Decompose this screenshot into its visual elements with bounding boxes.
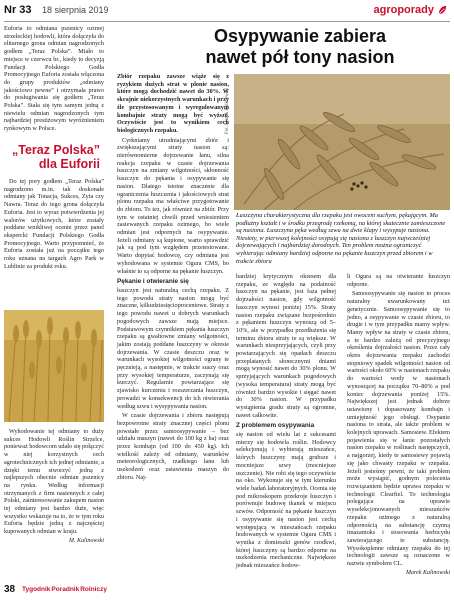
footer-brand-word3: Rolniczy [80, 586, 107, 593]
wheat-field-illustration [4, 310, 104, 422]
body-paragraph-3: W czasie dojrzewania i zbioru następują bezpowrotne straty znacznej części plonu powstałe przez samoosypywanie – bez udziału maszyn (nawet do 100 kg z ha) oraz przez kombajn (od 100 do 450 kg). Ich wielkość zależy od odmiany, warunków meteorologicznych, rzadkiego łanu lub uszkodzeń oraz ustawienia maszyn do zbioru. Naj- [117, 412, 229, 481]
header-divider [4, 21, 450, 22]
brand-logo-text: agroporady [373, 4, 434, 16]
right-signature: Marek Kalinowski [406, 569, 450, 576]
headline-line2: nawet pół tony nasion [205, 47, 395, 67]
issue-number: Nr 33 [4, 4, 32, 16]
intro-paragraph: Euforia to odmiana pszenicy ozimej strzeleckiej hodowli, która dołączyła do elitarnego grona odmian nagrodzonych godłem „Teraz Polska”. Miało to miejsce w czerwcu br., kiedy to decyzją Fundacji Polskiego Godła Promocyjnego Euforia została włączona do grupy produktów „odmiany jakościowo pewne” i otrzymała prawo do posługiwania się godłem „Teraz Polska”. Stała się tym samym jedną z niewielu odmian nagrodzonych tym najbardziej prestiżowym wyróżnieniem rynkowym w Polsce. [4, 25, 104, 133]
lead-paragraph: Zbiór rzepaku zawsze wiąże się z ryzykiem dużych strat w plonie nasion, które mogą dochodzić nawet do 30%. W skrajnie niekorzystnych warunkach i przy źle przystosowanym i wyregulowanym kombajnie straty mogą być wyższe. Oczywiście jest to wynikiem cech biologicznych rzepaku. [117, 73, 229, 134]
photo-caption: Łuszczyna charakterystyczna dla rzepaku jest owocem suchym, pękającym. Ma podłużny kształt i w środku przegrodę rzekomą, na której skutecznie zamieszczone są nasiona. Łuszczyna pęka według szwu na dwie klapy i wysypuje nasiona. Niestety, w pierwszej kolejności osypują się nasiona z łuszczyn najwcześniej dojrzewających i najbardziej dorodnych. Ten problem można ograniczyć wybierając odmiany bardziej odporne na pękanie łuszczyn przed zbiorem i w trakcie zbioru [236, 212, 446, 265]
page-header [4, 4, 450, 18]
leaf-icon [437, 5, 448, 16]
sidebar-body [4, 178, 104, 272]
headline-line1: Osypywanie zabiera [213, 26, 387, 46]
intro-text [4, 25, 104, 135]
rapeseed-pods-illustration [234, 74, 450, 210]
right-b-paragraph-2: Samoosypywanie się nasion to proces naturalny uwarunkowany też genetycznie. Samoosypywanie się to jedno, a osypywanie w czasie zbioru, to drugie i w tym przypadku mamy wpływ. Mamy wpływ na straty w czasie zbioru, a te bardzo zależą od precyzyjnego określenia dojrzałości nasion. Przez cały okres dojrzewania rzepaku zachodzi stopniowy spadek wilgotności nasion od wartości około 60% w nasionach rzepaku do wartości wody w nasionach wynoszącej na początku 70–80% a pod koniec dojrzewania poniżej 15%. Największej jest jednak dobrze ustawiony i dopasowany kombajn i umiejętność jego obsługi. Osypanie nasiona to strata, ale także problem w kolejnych uprawach. Samosiew. Efektem pojawienia się w łanie pozostałych nasion rzepaku w roślinach następczych, a najgorzej, kiedy te samosiewy pojawią się jako chwasty rzepaku w rzepaku. Jeżeli jesteśmy pewni, że taki problem może wystąpić, godnym polecenia rozwiązaniem będzie uprawa rzepaku w technologii Clearfiel. To technologia polegająca na uprawie wyselekcjonowanych mieszańców rzepaku ozimego z naturalną odpornością na substancję czynną imazamoks i stosowania herbicydu zawierającego te substancję. Wysokoplenne odmiany rzepaku do tej technologii zawsze są oznaczone w nazwie symbolem CL. [347, 290, 450, 568]
body-paragraph-1: Cyrkniamy utrudniającymi zbiór i zwiększającymi straty nasion są: nierównomierne dojrzewanie łanu, silna reakcja rzepaku w czasie dojrzewania łuszczyn na zmiany wilgotności, skłonność łuszczyn do pękania i osypywanie się nasion. Dlatego istotne znaczenie dla ograniczenia łuszczenia i jakościowych strat plonu rzepaku ma właściwe przygotowanie do zbioru. To tez, jak również na zbiór. Przy tym w ostatniej chwili przed wniesieniem zasiewanych rzepaku ozimego, bo wiele odmian jest odpornych na osypywanie. Jeżeli odmiany są kupione, warto sprawdzić jak są pod tym względem przetestowane. Warto dopytać hodowcę, czy odmiana jest wyhodowana w systemie Ogura CMS, bo właśnie to są odporne na pękanie łuszczyn. [117, 136, 229, 275]
sidebar-headline-line2: dla Euforii [38, 157, 100, 171]
right-column-a [236, 273, 336, 572]
subheading-shattering: Z problemem osypywania [236, 422, 315, 430]
subheading-cracking: Pękanie i otwieranie się [117, 278, 189, 286]
left-signature: M. Kalinowski [68, 537, 104, 544]
sidebar-headline [4, 143, 100, 171]
right-column-b [347, 273, 450, 577]
left-bottom-paragraph: Wyhodowanie tej odmiany to duży sukces Hodowli Roślin Strzelce, ponieważ hodowcom udało się połączyć w niej korzystnych cech agrotechnicznych ich jednej odmianie, a dzięki temu stworzyć jedną z najlepszych obecnie odmian pszenicy na rynku. Według informacji otrzymanych z firm nasiennych z całej Polski, zainteresowanie zakupem nasion tej odmiany jest bardzo duże, więc wszystko wskazuje na to, że w tym roku Euforia będzie jedną z najczęściej kupowanych odmian w kraju. [4, 428, 105, 536]
sidebar-headline-line1: „Teraz Polska” [11, 143, 100, 157]
issue-date: 18 sierpnia 2019 [42, 5, 109, 15]
wheat-field-photo [4, 310, 104, 422]
right-b-paragraph-1: li Ogura są na otwieranie łuszczyn odporne. [347, 273, 450, 288]
right-a-paragraph-2: się nasion od wielu lat z sukcesami mierzy się hodowla roślin. Hodowcy selekcjonują i wybierają mieszańce, których łuszczyny mają grubsze i mocniejsze szwy (mocniejsze uszczenie). Nie robi się tego oczywiście na oko. Wykonuje się w tym kierunku wiele badań laboratoryjnych. Ocenia się pod mikroskopem przekroje łuszczyn i porównuje budowę tkanek w miejscu szwów. Odporność na pękanie łuszczyn i osypywanie się nasion jest cechą występującą w mieszańcach rzepaku hodowanych w systemie Ogura CMS i wynika z domieszki genów rzodkwi, której łuszczyny są bardzo odporne na uszkodzenia mechaniczne. Największe jednak mieszańce hodow- [236, 431, 336, 570]
article-headline [150, 26, 450, 68]
photo-credit: Fot. Marek Kalinowski [225, 87, 230, 134]
body-paragraph-2: łuszczyn jest naturalną cechą rzepaku. Z tego powodu straty nasion mogą być znaczne, kilkudziesięcioprocentowe. Straty z tego powodu nawet u dobrych warunkach pogodowych zawsze mają miejsce. Podstawowym czynnikiem pękania łuszczyn rzepaku są gwałtowne zmiany wilgotności, jakim zostają poddane łuszczyny w okresie dojrzewania. W czasie deszczu oraz w warunkach wysokiej wilgotności ograny te pęcznieją, a następnie, w trakcie suszy oraz przy wysokiej temperaturze, zaczynają się kurczyć. Regularnie powtarzające się zjawisko kurczenia i rozszerzania łuszczyn, prowadzi w konsekwencji do ich otwierania według szwu i wysypywania nasion. [117, 286, 229, 410]
footer-brand [22, 586, 108, 593]
middle-column [117, 73, 229, 484]
footer-brand-word2: Poradnik [51, 586, 80, 593]
footer-brand-word1: Tygodnik [22, 586, 51, 593]
page-number: 38 [4, 584, 16, 595]
rapeseed-pods-photo [234, 74, 450, 210]
right-a-paragraph-1: bardziej krytycznym okresem dla rzepaku, ze względu na podatność łuszczyn na pękanie, jest faza pełnej dojrzałości nasion, gdy wilgotność łuszczyn wynosi poniżej 15%. Straty nasion rzepaku związane bezpośrednio z pękaniem łuszczyn wynoszą od 5–10%, ale w przypadku przedłużenia się terminu zbioru straty te są większe. W warunkach niesprzyjających, czyli przy powtarzających się opadach deszczu przeplatanych słonecznymi dniami mogą wynosić nawet do 30% plonu. W sprzyjających warunkach pogodowych (wysoka temperatura) straty mogą być również bardzo wysokie i sięgać nawet do 30% nasion. W przypadku wystąpienia gradu straty są ogromne, nawet całkowite. [236, 273, 336, 419]
left-bottom-text [4, 428, 104, 546]
sidebar-paragraph: Do tej pory godłem „Teraz Polska” nagrodzono m.in. tak doskonałe odmiany jak Tonacja, Sukces, Zyta czy Nawra. Teraz do tego grona dołączyła Euforia. Jest to wyraz potwierdzenia jej walorów użytkowych, które zostały poddane wnikliwej ocenie przez panel ekspercki Fundacji Polskiego Godła Promocyjnego. Warto przypomnieć, że Euforia została już na początku tego roku uznana na targach Agro Park w Lublinie za produkt roku. [4, 178, 104, 270]
page-footer [4, 584, 450, 596]
